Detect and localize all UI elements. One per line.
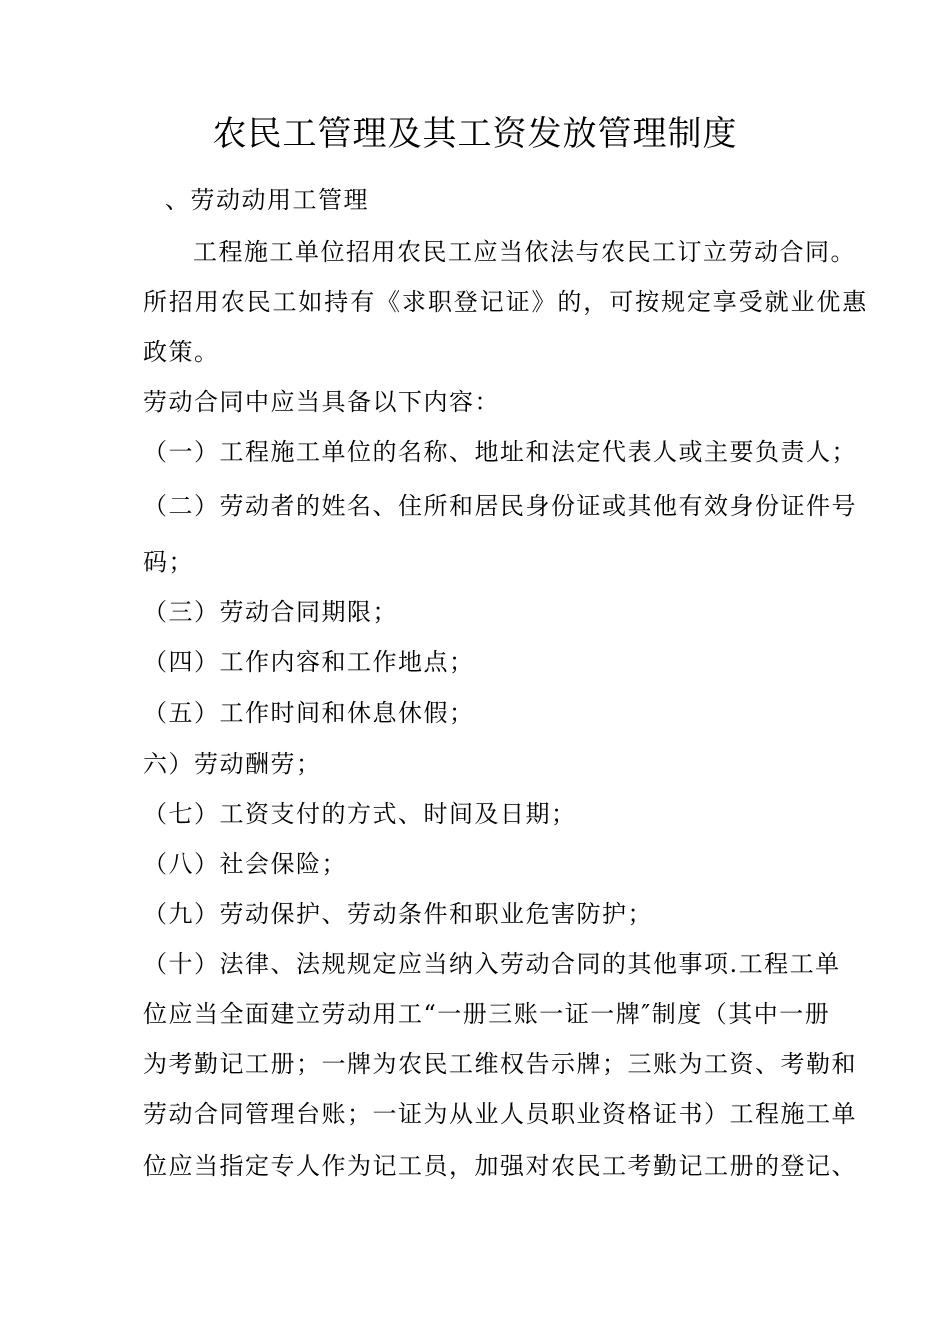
list-item: （七）工资支付的方式、时间及日期； [143,800,577,828]
list-item: （三）劳动合同期限； [143,598,398,626]
list-item: （九）劳动保护、劳动条件和职业危害防护； [143,900,653,928]
list-item-continuation: 码； [143,548,194,576]
document-title: 农民工管理及其工资发放管理制度 [212,114,738,154]
paragraph-line: 为考勤记工册；一牌为农民工维权告示牌；三账为工资、考勒和 [143,1050,857,1078]
paragraph-line: 劳动合同管理台账；一证为从业人员职业资格证书）工程施工单 [143,1100,857,1128]
paragraph-line: 位应当全面建立劳动用工“一册三账一证一牌″制度（其中一册 [143,1000,831,1028]
list-item: （四）工作内容和工作地点； [143,648,475,676]
list-item: （八）社会保险； [143,850,347,878]
list-item: 六）劳动酬劳； [143,750,322,778]
list-item: （一）工程施工单位的名称、地址和法定代表人或主要负责人； [143,438,857,466]
list-item: （十）法律、法规规定应当纳入劳动合同的其他事项.工程工单 [143,950,841,978]
paragraph-line: 位应当指定专人作为记工员，加强对农民工考勤记工册的登记、 [143,1152,857,1180]
list-item: （五）工作时间和休息休假； [143,699,475,727]
paragraph-line: 工程施工单位招用农民工应当依法与农民工订立劳动合同。 [193,238,856,266]
list-item: （二）劳动者的姓名、住所和居民身份证或其他有效身份证件号 [143,492,857,520]
paragraph-line: 所招用农民工如持有《求职登记证》的，可按规定享受就业优惠 [143,288,869,316]
paragraph-line: 劳动合同中应当具备以下内容： [143,388,500,416]
paragraph-line: 政策。 [143,338,220,366]
section-heading: 、劳动动用工管理 [165,186,369,214]
